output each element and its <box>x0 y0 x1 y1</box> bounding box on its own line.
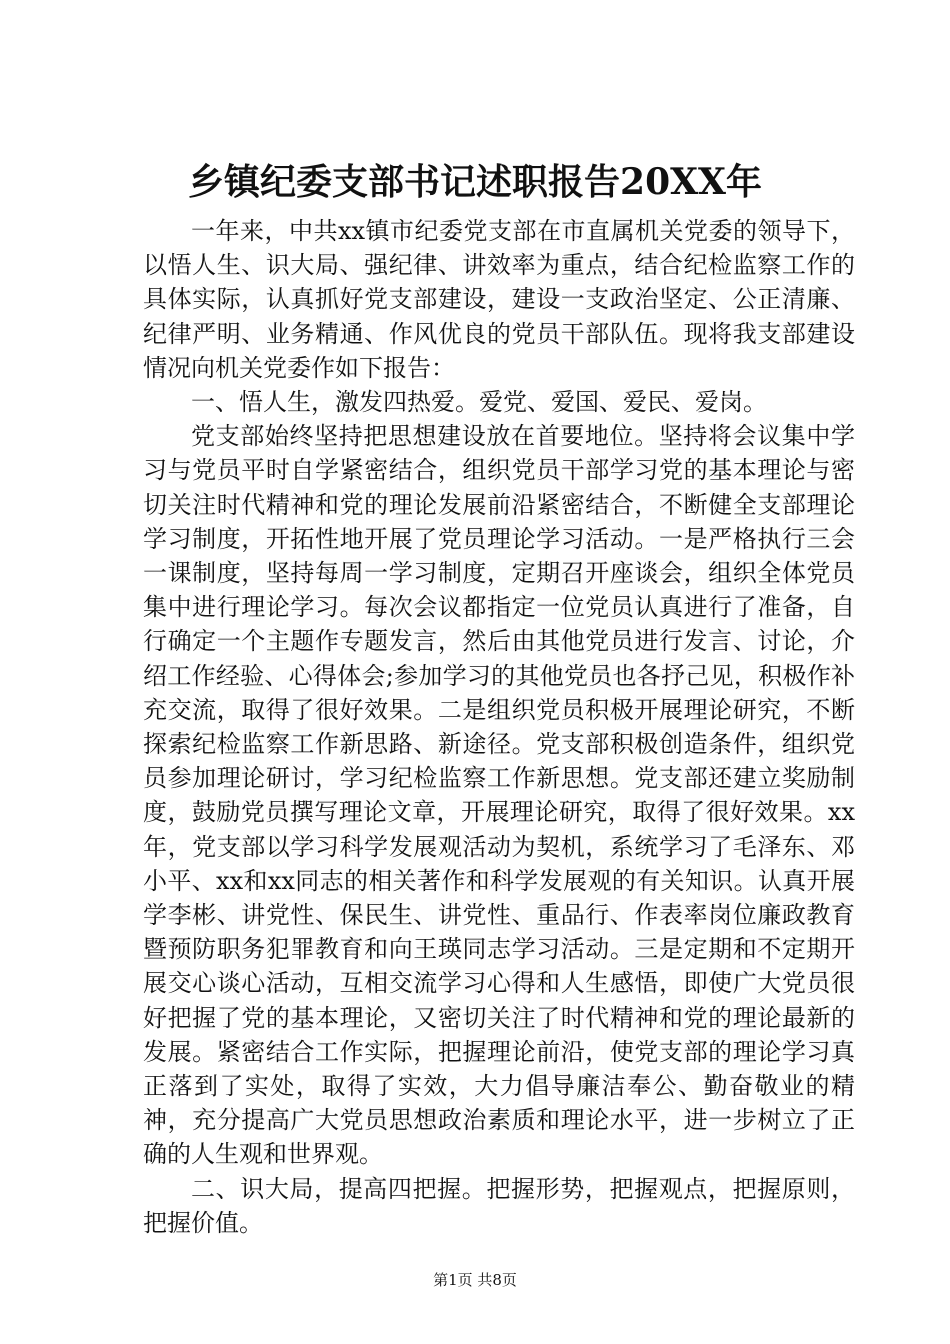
section-one-paragraph: 党支部始终坚持把思想建设放在首要地位。坚持将会议集中学习与党员平时自学紧密结合，组织党员干部学习党的基本理论与密切关注时代精神和党的理论发展前沿紧密结合，不断健全支部理论学习制度，开拓性地开展了党员理论学习活动。一是严格执行三会一课制度，坚持每周一学习制度，定期召开座谈会，组织全体党员集中进行理论学习。每次会议都指定一位党员认真进行了准备，自行确定一个主题作专题发言，然后由其他党员进行发言、讨论，介绍工作经验、心得体会;参加学习的其他党员也各抒己见，积极作补充交流，取得了很好效果。二是组织党员积极开展理论研究，不断探索纪检监察工作新思路、新途径。党支部积极创造条件，组织党员参加理论研讨，学习纪检监察工作新思想。党支部还建立奖励制度，鼓励党员撰写理论文章，开展理论研究，取得了很好效果。xx年，党支部以学习科学发展观活动为契机，系统学习了毛泽东、邓小平、xx和xx同志的相关著作和科学发展观的有关知识。认真开展学李彬、讲党性、保民生、讲党性、重品行、作表率岗位廉政教育暨预防职务犯罪教育和向王瑛同志学习活动。三是定期和不定期开展交心谈心活动，互相交流学习心得和人生感悟，即使广大党员很好把握了党的基本理论，又密切关注了时代精神和党的理论最新的发展。紧密结合工作实际，把握理论前沿，使党支部的理论学习真正落到了实处，取得了实效，大力倡导廉洁奉公、勤奋敬业的精神，充分提高广大党员思想政治素质和理论水平，进一步树立了正确的人生观和世界观。 <box>143 422 855 1169</box>
section-one-heading: 一、悟人生，激发四热爱。爱党、爱国、爱民、爱岗。 <box>191 388 767 417</box>
section-two-heading: 二、识大局，提高四把握。把握形势，把握观点，把握原则，把握价值。 <box>143 1174 855 1237</box>
document-title: 乡镇纪委支部书记述职报告20XX年 <box>188 161 762 203</box>
page-number: 第1页 共8页 <box>433 1271 517 1289</box>
document-body <box>143 214 855 1240</box>
intro-paragraph: 一年来，中共xx镇市纪委党支部在市直属机关党委的领导下，以悟人生、识大局、强纪律、讲效率为重点，结合纪检监察工作的具体实际，认真抓好党支部建设，建设一支政治坚定、公正清廉、纪律严明、业务精通、作风优良的党员干部队伍。现将我支部建设情况向机关党委作如下报告： <box>143 217 855 382</box>
